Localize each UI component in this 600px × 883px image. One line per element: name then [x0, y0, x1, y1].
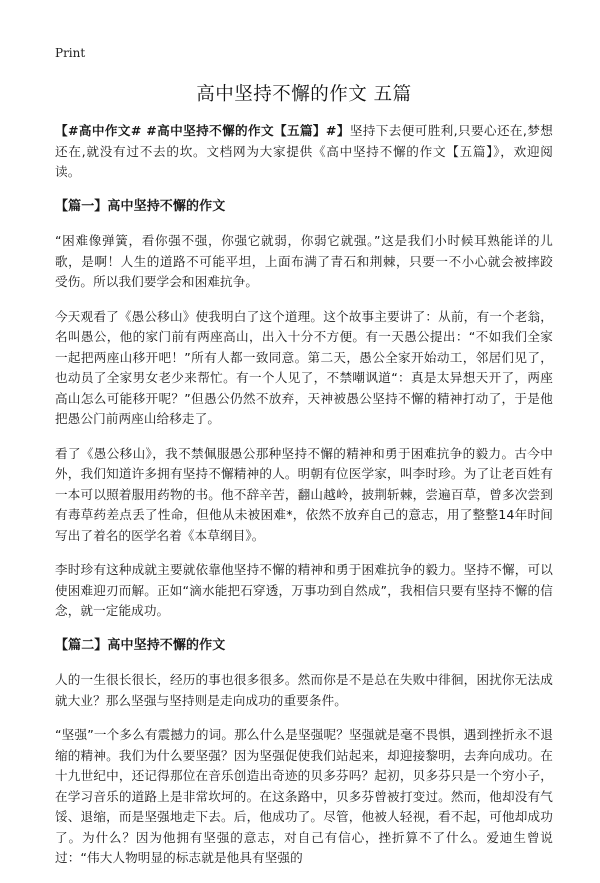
paragraph: “困难像弹簧，看你强不强，你强它就弱，你弱它就强。”这是我们小时候耳熟能详的儿歌，是啊！人生的道路不可能平坦，上面布满了青石和荆棘，只要一不小心就会被摔跤 受伤。所以我们要学会和困难抗争。 — [55, 233, 553, 289]
print-label[interactable]: Print — [55, 46, 86, 60]
section-heading: 【篇二】高中坚持不懈的作文 — [55, 637, 226, 653]
paragraph: 人的一生很长很长，经历的事也很多很多。然而你是不是总在失败中徘徊，困扰你无法成就大业？那么坚强与坚持则是走向成功的重要条件。 — [55, 672, 553, 708]
intro-tags: 【#高中作文# #高中坚持不懈的作文【五篇】#】 — [55, 123, 350, 138]
document-body — [55, 121, 553, 883]
paragraph: 今天观看了《愚公移山》使我明白了这个道理。这个故事主要讲了：从前，有一个老翁，名叫愚公，他的家门前有两座高山，出入十分不方便。有一天愚公提出：“不如我们全家一起把两座山移开吧！”所有人都一致同意。第二天，愚公全家开始动工，邻居们见了，也动员了全家男女老少来帮忙。有一个人见了，不禁嘲讽道“：真是太异想天开了，两座高山怎么可能移开呢？”但愚公仍然不放弃，天神被愚公坚持不懈的精神打动了，于是他把愚公门前两座山给移走了。 — [55, 308, 553, 426]
page-title: 高中坚持不懈的作文 五篇 — [196, 84, 412, 105]
paragraph: 看了《愚公移山》，我不禁佩服愚公那种坚持不懈的精神和勇于困难抗争的毅力。古今中外，我们知道许多拥有坚持不懈精神的人。明朝有位医学家，叫李时珍。为了让老百姓有一本可以照着服用药物的书。他不辞辛苦，翻山越岭，披荆斩棘，尝遍百草，曾多次尝到有毒草药差点丢了性命，但他从未被困难*，依然不放弃自己的意志，用了整整14年时间写出了着名的医学名着《本草纲目》。 — [55, 445, 553, 543]
paragraph: 李时珍有这种成就主要就依靠他坚持不懈的精神和勇于困难抗争的毅力。坚持不懈，可以使困难迎刃而解。正如“滴水能把石穿透，万事功到自然成”，我相信只要有坚持不懈的信念，就一定能成功。 — [55, 562, 553, 618]
intro-text: 坚持下去便可胜利,只要心还在,梦想还在,就没有过不去的坎。文档网为大家提供《高中坚持不懈的作文【五篇】》，欢迎阅读。 — [55, 123, 553, 179]
paragraph: “坚强”一个多么有震撼力的词。那么什么是坚强呢？坚强就是毫不畏惧，遇到挫折永不退缩的精神。我们为什么要坚强？因为坚强促使我们站起来，却迎接黎明，去奔向成功。在十九世纪中，还记得那位在音乐创造出奇迹的贝多芬吗？起初，贝多芬只是一个穷小子，在学习音乐的道路上是非常坎坷的。在这条路中，贝多芬曾被打变过。然而，他却没有气馁、退缩，而是坚强地走下去。后，他成功了。尽管，他被人轻视，看不起，可他却成功了。为什么？因为他拥有坚强的意志，对自己有信心，挫折算不了什么。爱迪生曾说过：“伟大人物明显的标志就是他具有坚强的 — [55, 727, 553, 865]
intro-paragraph — [55, 121, 553, 183]
section-heading: 【篇一】高中坚持不懈的作文 — [55, 198, 226, 214]
